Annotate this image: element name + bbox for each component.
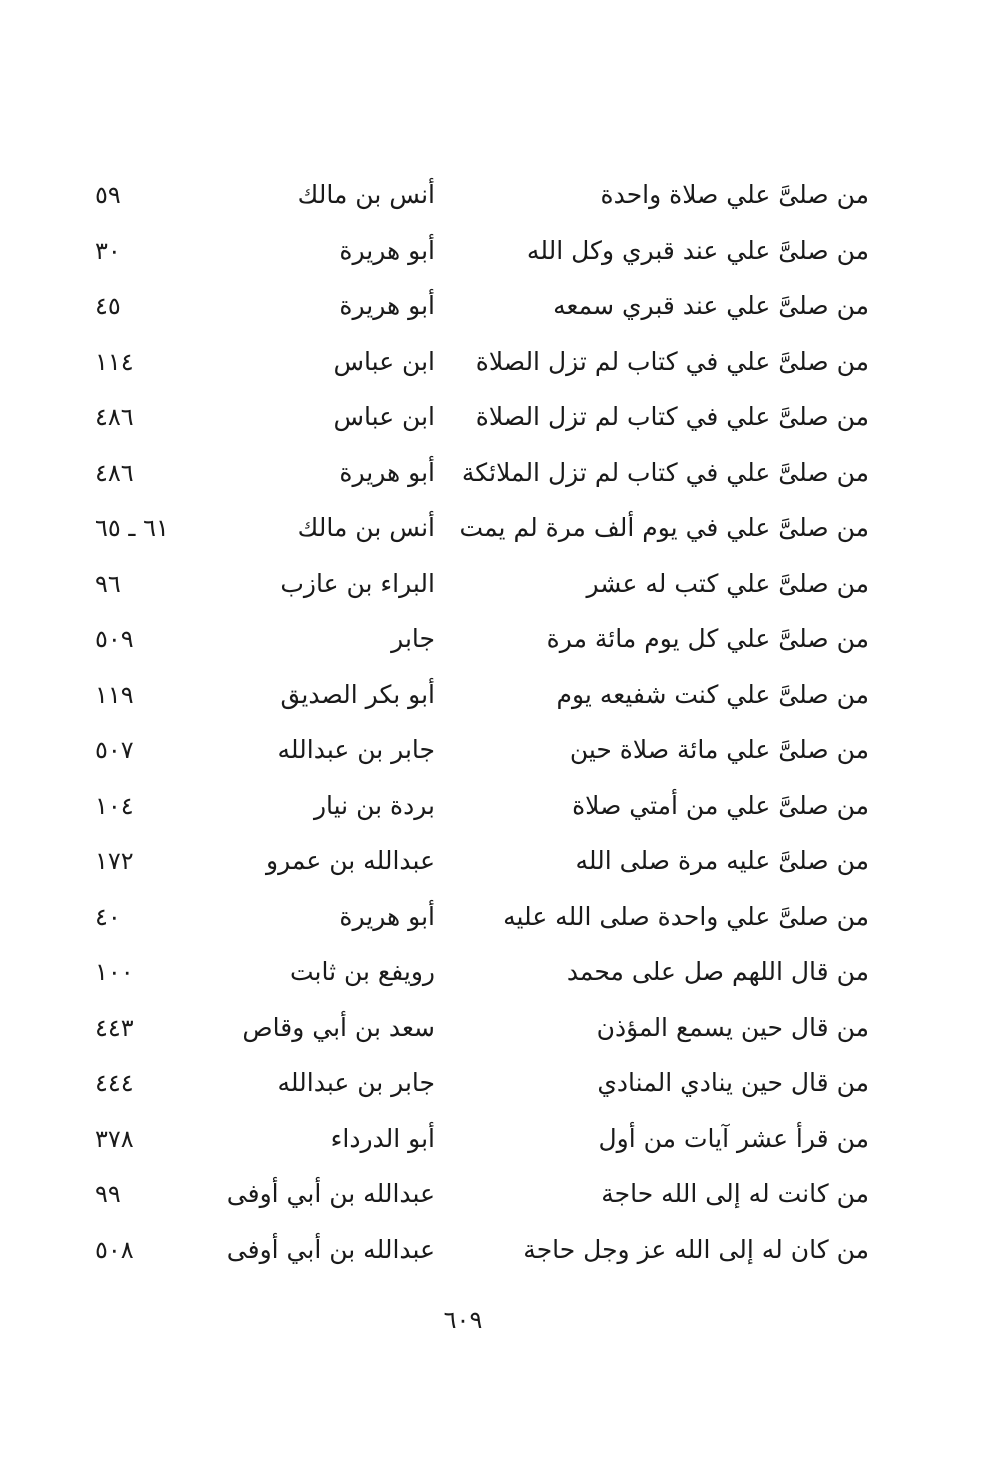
index-row (95, 946, 875, 1002)
narrator-name: عبدالله بن عمرو (266, 846, 435, 875)
index-row (95, 1168, 875, 1224)
hadith-text: من صلىَّ علي عند قبري وكل الله (526, 235, 869, 265)
index-row (95, 613, 875, 669)
index-row (95, 835, 875, 891)
hadith-text: من قال حين ينادي المنادي (597, 1068, 869, 1097)
hadith-text: من قال اللهم صل على محمد (566, 957, 869, 986)
narrator-name: رويفع بن ثابت (289, 957, 435, 986)
page-reference: ٥٠٨ (95, 1235, 134, 1264)
page-reference: ٩٩ (95, 1180, 121, 1208)
narrator-name: جابر (391, 624, 435, 653)
hadith-text: من صلىَّ عليه مرة صلى الله (575, 846, 869, 875)
hadith-text: من صلىَّ علي صلاة واحدة (600, 180, 869, 209)
index-row (95, 1057, 875, 1113)
narrator-name: أبو الدرداء (330, 1123, 435, 1153)
narrator-name: جابر بن عبدالله (277, 735, 435, 764)
hadith-text: من صلىَّ علي كنت شفيعه يوم (556, 679, 869, 709)
index-row (95, 447, 875, 503)
hadith-text: من صلىَّ علي عند قبري سمعه (553, 291, 869, 320)
narrator-name: جابر بن عبدالله (277, 1068, 435, 1097)
page-reference: ٤٤٤ (95, 1069, 134, 1097)
page-reference: ٥٩ (95, 181, 121, 209)
hadith-text: من صلىَّ علي مائة صلاة حين (569, 735, 869, 764)
page-number: ٦٠٩ (443, 1306, 483, 1334)
index-row (95, 1002, 875, 1058)
hadith-text: من صلىَّ علي واحدة صلى الله عليه (503, 901, 869, 931)
page-reference: ١١٤ (95, 347, 134, 376)
hadith-text: من صلىَّ علي في كتاب لم تزل الصلاة (475, 402, 869, 431)
narrator-name: أنس بن مالك (297, 180, 435, 209)
page-reference: ٣٠ (95, 236, 121, 265)
page-reference: ٤٥ (95, 292, 121, 320)
index-row (95, 1113, 875, 1169)
hadith-text: من كان له إلى الله عز وجل حاجة (523, 1234, 869, 1264)
index-row (95, 280, 875, 336)
page-reference: ٤٠ (95, 902, 121, 931)
narrator-name: البراء بن عازب (280, 568, 435, 598)
narrator-name: أبو هريرة (339, 291, 435, 320)
hadith-text: من صلىَّ علي كتب له عشر (586, 568, 869, 598)
narrator-name: بردة بن نيار (313, 790, 435, 820)
page-reference: ٥٠٧ (95, 736, 134, 764)
narrator-name: أبو بكر الصديق (280, 679, 435, 709)
narrator-name: عبدالله بن أبي أوفى (226, 1234, 435, 1264)
narrator-name: ابن عباس (333, 346, 435, 376)
hadith-index-table (95, 169, 875, 1279)
hadith-text: من قال حين يسمع المؤذن (596, 1012, 869, 1042)
narrator-name: أبو هريرة (339, 457, 435, 487)
narrator-name: عبدالله بن أبي أوفى (226, 1179, 435, 1208)
narrator-name: سعد بن أبي وقاص (242, 1012, 435, 1042)
index-row (95, 558, 875, 614)
narrator-name: أنس بن مالك (297, 513, 435, 542)
index-row (95, 391, 875, 447)
index-row (95, 169, 875, 225)
page-reference: ٤٨٦ (95, 458, 134, 487)
narrator-name: أبو هريرة (339, 901, 435, 931)
index-row (95, 1224, 875, 1280)
hadith-text: من قرأ عشر آيات من أول (598, 1123, 869, 1153)
index-row (95, 502, 875, 558)
page-reference: ٦١ ـ ٦٥ (95, 514, 169, 542)
page-reference: ٩٦ (95, 569, 121, 598)
page-reference: ١٠٤ (95, 791, 134, 820)
page-reference: ٤٤٣ (95, 1013, 134, 1042)
page-reference: ١٠٠ (95, 958, 134, 986)
page-reference: ٥٠٩ (95, 625, 134, 653)
hadith-text: من صلىَّ علي في كتاب لم تزل الصلاة (475, 346, 869, 376)
index-row (95, 225, 875, 281)
hadith-text: من صلىَّ علي في يوم ألف مرة لم يمت (459, 513, 869, 542)
index-row (95, 780, 875, 836)
page-reference: ١١٩ (95, 680, 134, 709)
index-row (95, 891, 875, 947)
page-reference: ١٧٢ (95, 847, 134, 875)
index-row (95, 336, 875, 392)
narrator-name: أبو هريرة (339, 235, 435, 265)
index-row (95, 669, 875, 725)
hadith-text: من صلىَّ علي كل يوم مائة مرة (546, 624, 869, 653)
page-reference: ٣٧٨ (95, 1124, 134, 1153)
hadith-text: من صلىَّ علي في كتاب لم تزل الملائكة (461, 457, 869, 487)
index-row (95, 724, 875, 780)
hadith-text: من كانت له إلى الله حاجة (601, 1179, 869, 1208)
narrator-name: ابن عباس (333, 402, 435, 431)
hadith-text: من صلىَّ علي من أمتي صلاة (572, 790, 869, 820)
page-reference: ٤٨٦ (95, 403, 134, 431)
